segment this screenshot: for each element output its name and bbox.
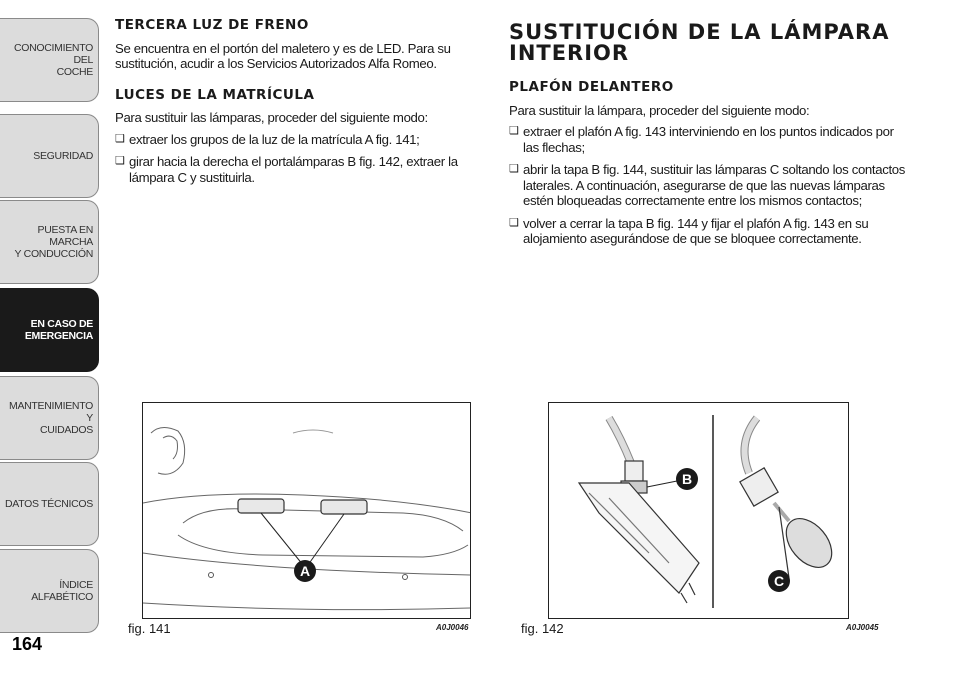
heading-plafon-delantero: PLAFÓN DELANTERO — [509, 79, 674, 95]
right-column — [509, 22, 909, 254]
license-plate-illustration — [143, 403, 471, 619]
paragraph-intro: Para sustituir la lámpara, proceder del siguiente modo: — [509, 102, 810, 118]
heading-luces-matricula: LUCES DE LA MATRÍCULA — [115, 86, 315, 103]
left-column — [115, 18, 485, 192]
tab-en-caso-de-emergencia[interactable]: EN CASO DE EMERGENCIA — [0, 288, 99, 372]
callout-a-badge — [294, 560, 316, 582]
tab-conocimiento-del-coche[interactable]: CONOCIMIENTO DEL COCHE — [0, 18, 99, 102]
figure-code-142: A0J0045 — [846, 623, 879, 632]
figure-142-bulb-holder — [548, 402, 849, 619]
tab-puesta-en-marcha[interactable]: PUESTA EN MARCHA Y CONDUCCIÓN — [0, 200, 99, 284]
bulb-holder-illustration — [549, 403, 849, 619]
callout-c-label: C — [773, 573, 785, 589]
paragraph-tercera-luz: Se encuentra en el portón del maletero y es de LED. Para su sustitución, acudir a los Servicios Autorizados Alfa Romeo. — [115, 40, 451, 71]
chapter-sidebar — [0, 0, 100, 640]
tab-mantenimiento[interactable]: MANTENIMIENTO Y CUIDADOS — [0, 376, 99, 460]
callout-a-label: A — [299, 563, 311, 579]
callout-b-badge — [676, 468, 698, 490]
list-item: ❑ girar hacia la derecha el portalámparas B fig. 142, extraer la lámpara C y sustituirla. — [115, 154, 485, 185]
list-item: ❑ volver a cerrar la tapa B fig. 144 y fijar el plafón A fig. 143 en su alojamiento asegurándose de que se bloquee correctamente. — [509, 216, 909, 247]
figure-code-141: A0J0046 — [436, 623, 469, 632]
paragraph-intro: Para sustituir las lámparas, proceder del siguiente modo: — [115, 110, 428, 125]
list-item: ❑ extraer los grupos de la luz de la matrícula A fig. 141; — [115, 132, 485, 148]
caption-fig-141: fig. 141 — [128, 621, 171, 636]
heading-tercera-luz-de-freno: TERCERA LUZ DE FRENO — [115, 17, 309, 33]
tab-indice-alfabetico[interactable]: ÍNDICE ALFABÉTICO — [0, 549, 99, 633]
callout-b-label: B — [681, 471, 693, 487]
page-number: 164 — [12, 634, 43, 654]
list-item: ❑ extraer el plafón A fig. 143 interviniendo en los puntos indicados por las flechas; — [509, 124, 909, 155]
caption-fig-142: fig. 142 — [521, 621, 564, 636]
tab-datos-tecnicos[interactable]: DATOS TÉCNICOS — [0, 462, 99, 546]
heading-sustitucion-lampara-interior: SUSTITUCIÓN DE LA LÁMPARA INTERIOR — [509, 20, 890, 65]
tab-seguridad[interactable]: SEGURIDAD — [0, 114, 99, 198]
figure-141-license-plate-lights — [142, 402, 471, 619]
callout-c-badge — [768, 570, 790, 592]
list-item: ❑ abrir la tapa B fig. 144, sustituir las lámparas C soltando los contactos laterales. A continuación, asegurarse de que las nuevas lámparas estén bloqueadas correctamente entre los mismos contactos; — [509, 162, 909, 209]
